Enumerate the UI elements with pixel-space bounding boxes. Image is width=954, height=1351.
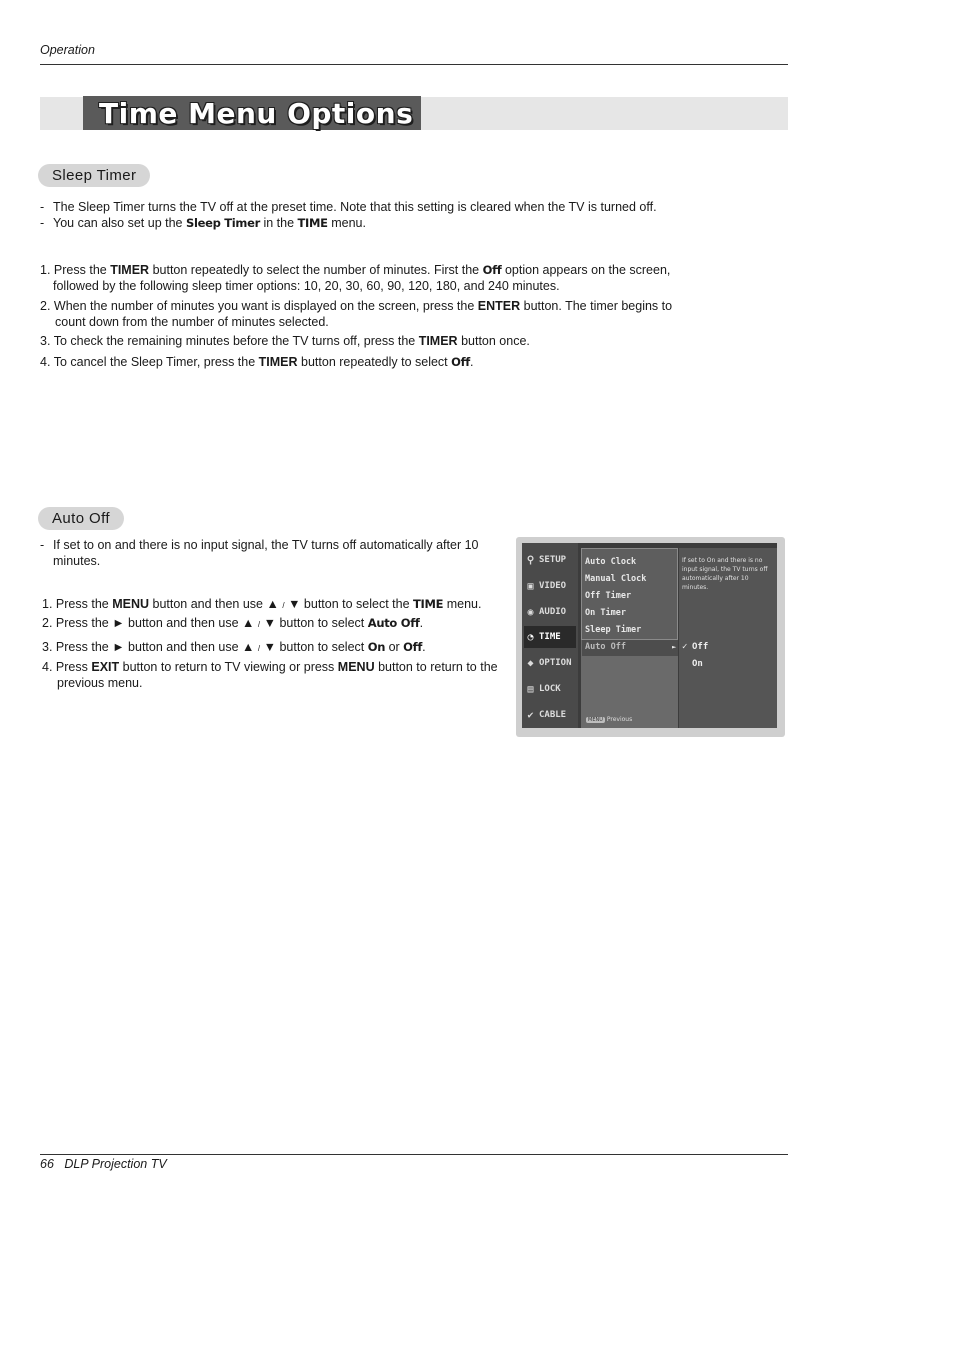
- osd-submenu-item: Off Timer: [585, 591, 632, 601]
- speaker-icon: ◉: [527, 606, 534, 618]
- cable-icon: ✔: [527, 709, 534, 721]
- page-number: 66: [40, 1157, 54, 1171]
- right-arrow-icon: ►: [112, 640, 125, 654]
- product-name: DLP Projection TV: [64, 1157, 167, 1171]
- sleep-timer-step-2: 2. When the number of minutes you want is displayed on the screen, press the ENTER button. The timer begins to count down from the number of minutes selected.: [40, 299, 673, 329]
- osd-submenu-item: Auto Clock: [585, 557, 637, 567]
- footer-rule: [40, 1154, 788, 1155]
- up-arrow-icon: ▲: [242, 616, 255, 630]
- auto-off-note: - If set to on and there is no input signal, the TV turns off automatically after 10 minutes.: [40, 538, 479, 568]
- osd-description: If set to On and there is no input signal, the TV turns off automatically after 10 minutes.: [682, 557, 768, 591]
- osd-submenu-item: Sleep Timer: [585, 625, 642, 635]
- osd-submenu-item-selected: Auto Off: [585, 642, 626, 652]
- down-arrow-icon: ▼: [263, 640, 276, 654]
- chevron-right-icon: ►: [672, 643, 677, 651]
- sleep-timer-note-2: - You can also set up the Sleep Timer in the TIME menu.: [40, 216, 366, 230]
- auto-off-step-1: 1. Press the MENU button and then use ▲ / ▼ button to select the TIME menu.: [42, 597, 482, 611]
- osd-menu-time: ◔ TIME: [524, 626, 576, 648]
- menu-key-icon: MENU: [588, 716, 603, 723]
- sleep-timer-heading: Sleep Timer: [38, 164, 150, 187]
- auto-off-step-2: 2. Press the ► button and then use ▲ / ▼ button to select Auto Off.: [42, 616, 424, 630]
- page-title: Time Menu Options: [99, 96, 414, 130]
- osd-menu-audio: ◉ AUDIO: [524, 601, 576, 623]
- sleep-timer-step-4: 4. To cancel the Sleep Timer, press the TIMER button repeatedly to select Off.: [40, 355, 474, 369]
- sleep-timer-note-1: - The Sleep Timer turns the TV off at the preset time. Note that this setting is cleared when the TV is turned off.: [40, 200, 657, 214]
- osd-menu-lock: ▤ LOCK: [524, 678, 576, 700]
- check-icon: ✓: [682, 642, 688, 652]
- osd-menu-option: ◆ OPTION: [524, 652, 576, 674]
- osd-menu-setup: ⚲ SETUP: [524, 549, 576, 571]
- up-arrow-icon: ▲: [242, 640, 255, 654]
- sleep-timer-step-3: 3. To check the remaining minutes before the TV turns off, press the TIMER button once.: [40, 334, 530, 348]
- option-icon: ◆: [527, 657, 534, 669]
- down-arrow-icon: ▼: [263, 616, 276, 630]
- osd-submenu-item: On Timer: [585, 608, 626, 618]
- up-arrow-icon: ▲: [266, 597, 279, 611]
- auto-off-step-4: 4. Press EXIT button to return to TV viewing or press MENU button to return to the previous menu.: [42, 660, 498, 690]
- osd-option-off: Off: [692, 642, 709, 652]
- title-box: [83, 96, 421, 130]
- osd-option-on: On: [692, 659, 703, 669]
- down-arrow-icon: ▼: [288, 597, 301, 611]
- right-arrow-icon: ►: [112, 616, 125, 630]
- satellite-dish-icon: ⚲: [526, 554, 535, 566]
- auto-off-step-3: 3. Press the ► button and then use ▲ / ▼ button to select On or Off.: [42, 640, 426, 654]
- auto-off-heading: Auto Off: [38, 507, 124, 530]
- osd-menu-video: ▣ VIDEO: [524, 575, 576, 597]
- osd-submenu-item: Manual Clock: [585, 574, 647, 584]
- header-rule: [40, 64, 788, 65]
- clock-icon: ◔: [527, 631, 534, 643]
- sleep-timer-step-1: 1. Press the TIMER button repeatedly to select the number of minutes. First the Off option appears on the screen, followed by the following sleep timer options: 10, 20, 30, 60, 90, 120, 180, and 240 minutes.: [40, 263, 671, 293]
- page-footer: [40, 1157, 167, 1171]
- osd-footer-hint: MENU Previous: [588, 716, 633, 723]
- video-icon: ▣: [527, 580, 534, 592]
- lock-icon: ▤: [527, 683, 534, 695]
- section-label: Operation: [40, 43, 95, 57]
- osd-menu-cable: ✔ CABLE: [524, 704, 576, 726]
